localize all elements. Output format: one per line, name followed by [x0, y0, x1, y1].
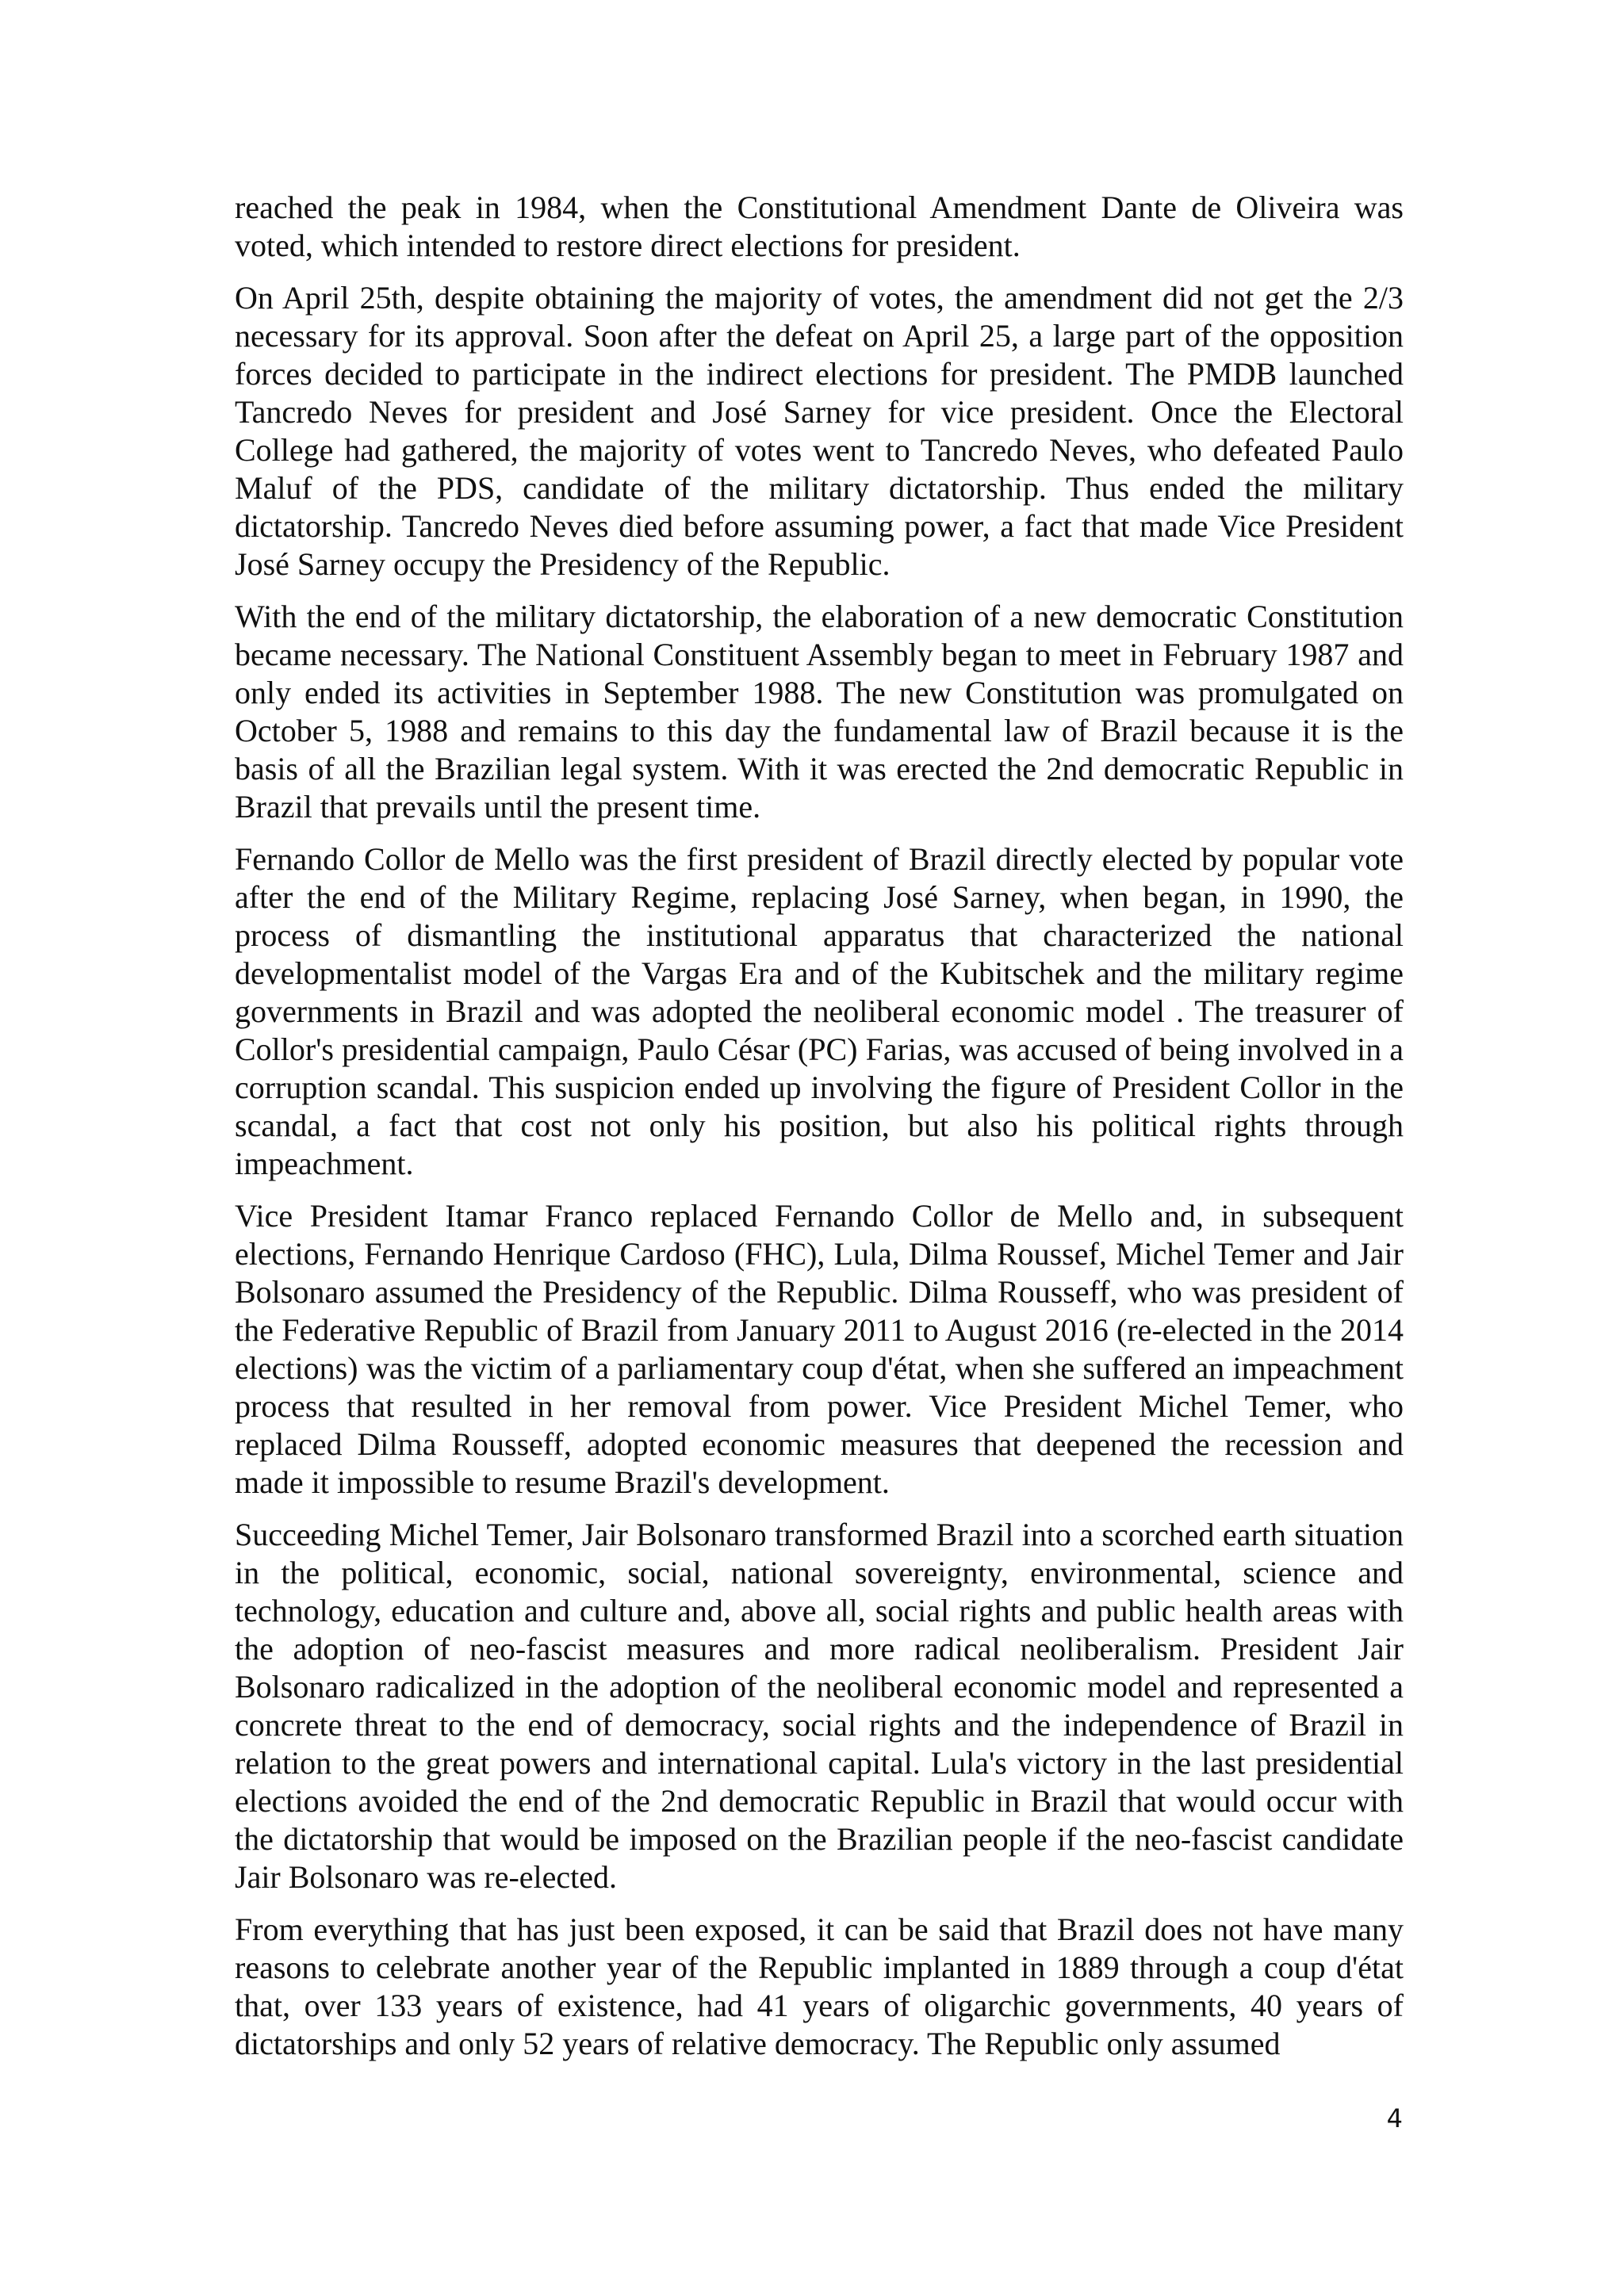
- page-number: 4: [1386, 2103, 1403, 2133]
- paragraph-4: Fernando Collor de Mello was the first president of Brazil directly elected by popular vote after the end of the Military Regime, replacing José Sarney, when began, in 1990, the process of dismantling the institutional apparatus that characterized the national developmentalist model of the Vargas Era and of the Kubitschek and the military regime governments in Brazil and was adopted the neoliberal economic model . The treasurer of Collor's presidential campaign, Paulo César (PC) Farias, was accused of being involved in a corruption scandal. This suspicion ended up involving the figure of President Collor in the scandal, a fact that cost not only his position, but also his political rights through impeachment.: [235, 841, 1404, 1181]
- body-text: [235, 189, 1404, 2077]
- paragraph-1: reached the peak in 1984, when the Constitutional Amendment Dante de Oliveira was voted, which intended to restore direct elections for president.: [235, 189, 1404, 263]
- paragraph-3: With the end of the military dictatorship, the elaboration of a new democratic Constitution became necessary. The National Constituent Assembly began to meet in February 1987 and only ended its activities in September 1988. The new Constitution was promulgated on October 5, 1988 and remains to this day the fundamental law of Brazil because it is the basis of all the Brazilian legal system. With it was erected the 2nd democratic Republic in Brazil that prevails until the present time.: [235, 599, 1404, 825]
- paragraph-6: Succeeding Michel Temer, Jair Bolsonaro transformed Brazil into a scorched earth situation in the political, economic, social, national sovereignty, environmental, science and technology, education and culture and, above all, social rights and public health areas with the adoption of neo-fascist measures and more radical neoliberalism. President Jair Bolsonaro radicalized in the adoption of the neoliberal economic model and represented a concrete threat to the end of democracy, social rights and the independence of Brazil in relation to the great powers and international capital. Lula's victory in the last presidential elections avoided the end of the 2nd democratic Republic in Brazil that would occur with the dictatorship that would be imposed on the Brazilian people if the neo-fascist candidate Jair Bolsonaro was re-elected.: [235, 1517, 1404, 1895]
- paragraph-2: On April 25th, despite obtaining the majority of votes, the amendment did not get the 2/3 necessary for its approval. Soon after the defeat on April 25, a large part of the opposition forces decided to participate in the indirect elections for president. The PMDB launched Tancredo Neves for president and José Sarney for vice president. Once the Electoral College had gathered, the majority of votes went to Tancredo Neves, who defeated Paulo Maluf of the PDS, candidate of the military dictatorship. Thus ended the military dictatorship. Tancredo Neves died before assuming power, a fact that made Vice President José Sarney occupy the Presidency of the Republic.: [235, 280, 1404, 582]
- paragraph-7: From everything that has just been exposed, it can be said that Brazil does not have many reasons to celebrate another year of the Republic implanted in 1889 through a coup d'état that, over 133 years of existence, had 41 years of oligarchic governments, 40 years of dictatorships and only 52 years of relative democracy. The Republic only assumed: [235, 1911, 1404, 2061]
- paragraph-5: Vice President Itamar Franco replaced Fernando Collor de Mello and, in subsequent elections, Fernando Henrique Cardoso (FHC), Lula, Dilma Roussef, Michel Temer and Jair Bolsonaro assumed the Presidency of the Republic. Dilma Rousseff, who was president of the Federative Republic of Brazil from January 2011 to August 2016 (re-elected in the 2014 elections) was the victim of a parliamentary coup d'état, when she suffered an impeachment process that resulted in her removal from power. Vice President Michel Temer, who replaced Dilma Rousseff, adopted economic measures that deepened the recession and made it impossible to resume Brazil's development.: [235, 1198, 1404, 1500]
